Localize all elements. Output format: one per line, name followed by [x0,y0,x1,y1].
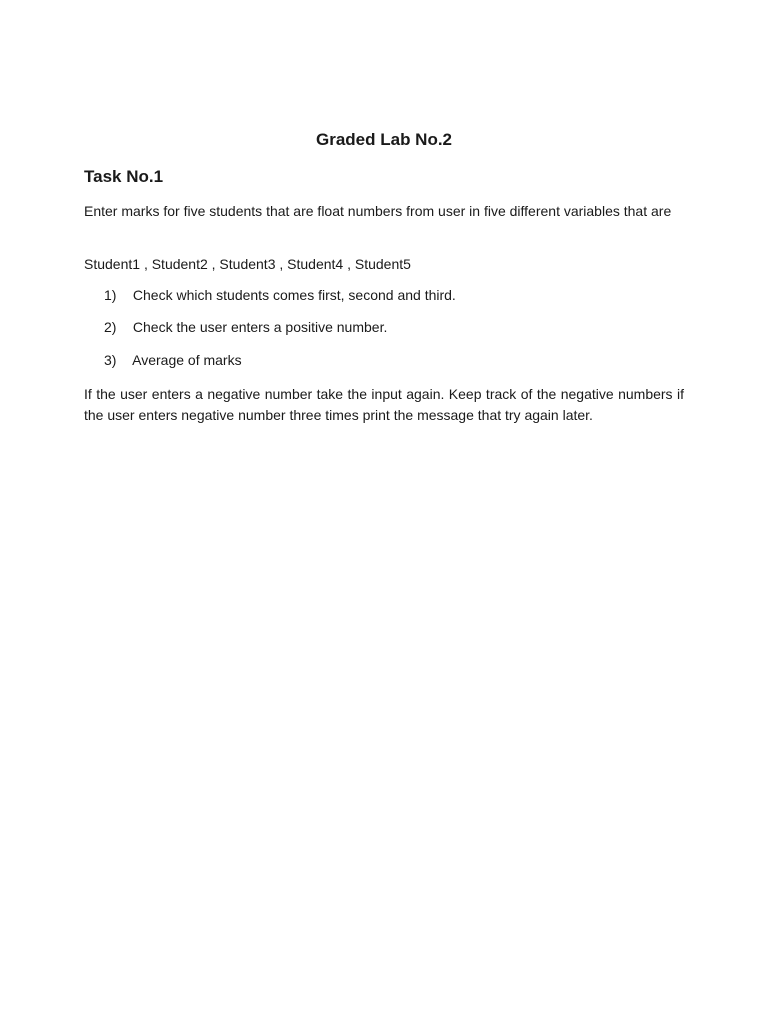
list-item [104,352,242,368]
list-item-number: 3) [104,352,117,368]
list-item-number: 1) [104,287,117,303]
list-item-text: Check which students comes first, second and third. [132,287,456,303]
list-item [104,287,456,303]
document-title: Graded Lab No.2 [315,130,453,149]
rule-paragraph: If the user enters a negative number take the input again. Keep track of the negative numbers if the user enters negative number three times print the message that try again later. [84,386,684,423]
variables-line: Student1 , Student2 , Student3 , Student4 , Student5 [84,256,411,272]
list-item [104,319,387,335]
intro-paragraph: Enter marks for five students that are float numbers from user in five different variables that are [84,203,672,219]
list-item-text: Check the user enters a positive number. [132,319,388,335]
task-heading: Task No.1 [84,167,164,186]
list-item-text: Average of marks [132,352,242,368]
list-item-number: 2) [104,319,117,335]
